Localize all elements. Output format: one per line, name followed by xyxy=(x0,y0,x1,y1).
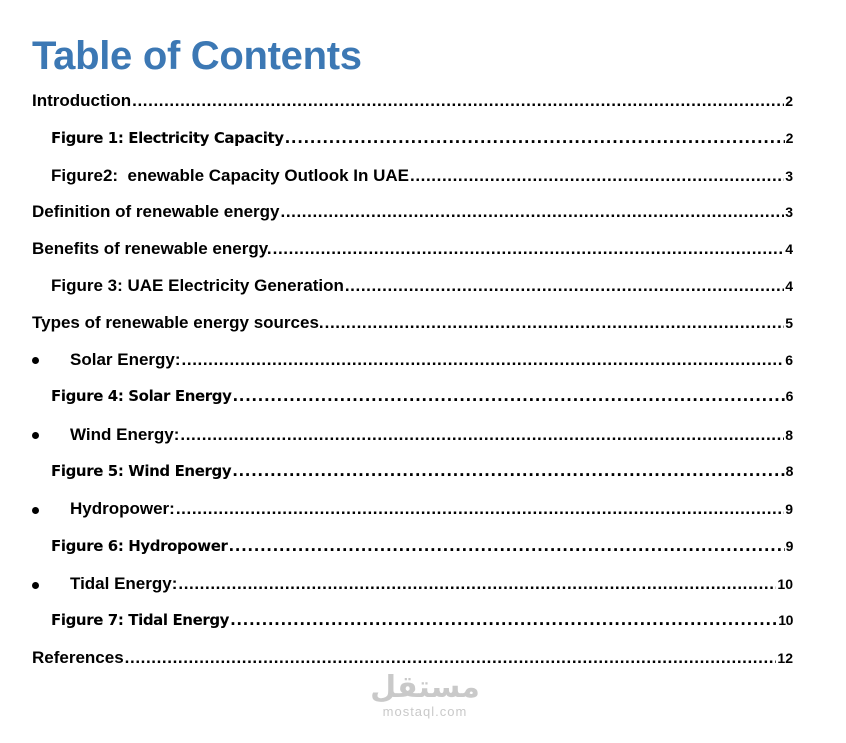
toc-entry-page: 3 xyxy=(785,168,793,184)
toc-entry-label: Solar Energy: xyxy=(70,350,181,369)
toc-entry-page: 10 xyxy=(778,612,793,628)
toc-leader-dots xyxy=(125,648,777,668)
toc-leader-dots xyxy=(178,574,776,594)
toc-entry-label: Figure 1: Electricity Capacity xyxy=(51,129,284,147)
toc-entry-page: 4 xyxy=(785,241,793,257)
toc-entry-label: Figure2: enewable Capacity Outlook In UAE xyxy=(51,166,410,185)
toc-entry-figure-2[interactable] xyxy=(51,166,793,186)
toc-entry-label: References xyxy=(32,648,124,667)
toc-leader-dots xyxy=(281,202,785,222)
toc-entry-label: Figure 6: Hydropower xyxy=(51,537,228,555)
toc-entry-page: 4 xyxy=(785,278,793,294)
toc-entry-page: 8 xyxy=(785,427,793,443)
toc-entry-page: 3 xyxy=(785,204,793,220)
toc-entry-solar-energy[interactable] xyxy=(70,350,793,370)
toc-entry-figure-3[interactable] xyxy=(51,276,793,296)
toc-leader-dots xyxy=(285,129,785,147)
watermark-url: mostaql.com xyxy=(382,704,468,719)
bullet-icon xyxy=(32,432,39,439)
toc-entry-figure-7[interactable] xyxy=(51,611,793,629)
toc-leader-dots xyxy=(232,387,784,405)
toc-leader-dots xyxy=(182,350,785,370)
toc-entry-page: 10 xyxy=(777,576,793,592)
toc-entry-label: Benefits of renewable energy. xyxy=(32,239,272,258)
toc-entry-figure-4[interactable] xyxy=(51,387,793,405)
toc-entry-label: Figure 4: Solar Energy xyxy=(51,387,232,405)
toc-entry-hydropower[interactable] xyxy=(70,499,793,519)
toc-leader-dots xyxy=(232,462,784,480)
toc-entry-label: Definition of renewable energy xyxy=(32,202,280,221)
page-title: Table of Contents xyxy=(32,34,362,78)
toc-leader-dots xyxy=(176,499,784,519)
toc-leader-dots xyxy=(230,611,777,629)
toc-entry-label: Wind Energy: xyxy=(70,425,180,444)
toc-entry-references[interactable] xyxy=(32,648,793,668)
toc-entry-label: Tidal Energy: xyxy=(70,574,178,593)
toc-leader-dots xyxy=(273,239,785,259)
toc-entry-label: Figure 7: Tidal Energy xyxy=(51,611,230,629)
toc-leader-dots xyxy=(180,425,784,445)
toc-entry-benefits[interactable] xyxy=(32,239,793,259)
toc-leader-dots xyxy=(325,313,785,333)
toc-leader-dots xyxy=(132,91,784,111)
bullet-icon xyxy=(32,357,39,364)
toc-entry-page: 5 xyxy=(785,315,793,331)
toc-entry-definition[interactable] xyxy=(32,202,793,222)
bullet-icon xyxy=(32,507,39,514)
watermark-logo: مستقل xyxy=(370,670,480,705)
toc-leader-dots xyxy=(345,276,784,296)
toc-entry-page: 2 xyxy=(785,130,793,146)
toc-entry-page: 9 xyxy=(785,501,793,517)
bullet-icon xyxy=(32,582,39,589)
toc-entry-label: Hydropower: xyxy=(70,499,175,518)
toc-entry-page: 9 xyxy=(785,538,793,554)
toc-entry-tidal-energy[interactable] xyxy=(70,574,793,594)
toc-entry-label: Figure 3: UAE Electricity Generation xyxy=(51,276,344,295)
toc-entry-introduction[interactable] xyxy=(32,91,793,111)
toc-leader-dots xyxy=(410,166,784,186)
toc-entry-figure-5[interactable] xyxy=(51,462,793,480)
toc-entry-page: 6 xyxy=(785,352,793,368)
toc-entry-page: 2 xyxy=(785,93,793,109)
toc-entry-label: Figure 5: Wind Energy xyxy=(51,462,232,480)
watermark xyxy=(340,672,510,720)
toc-entry-page: 8 xyxy=(785,463,793,479)
toc-entry-wind-energy[interactable] xyxy=(70,425,793,445)
toc-entry-label: Types of renewable energy sources. xyxy=(32,313,324,332)
toc-entry-types[interactable] xyxy=(32,313,793,333)
toc-entry-label: Introduction xyxy=(32,91,132,110)
toc-leader-dots xyxy=(229,537,785,555)
toc-entry-page: 6 xyxy=(785,388,793,404)
toc-entry-figure-1[interactable] xyxy=(51,129,793,147)
toc-entry-figure-6[interactable] xyxy=(51,537,793,555)
toc-entry-page: 12 xyxy=(777,650,793,666)
